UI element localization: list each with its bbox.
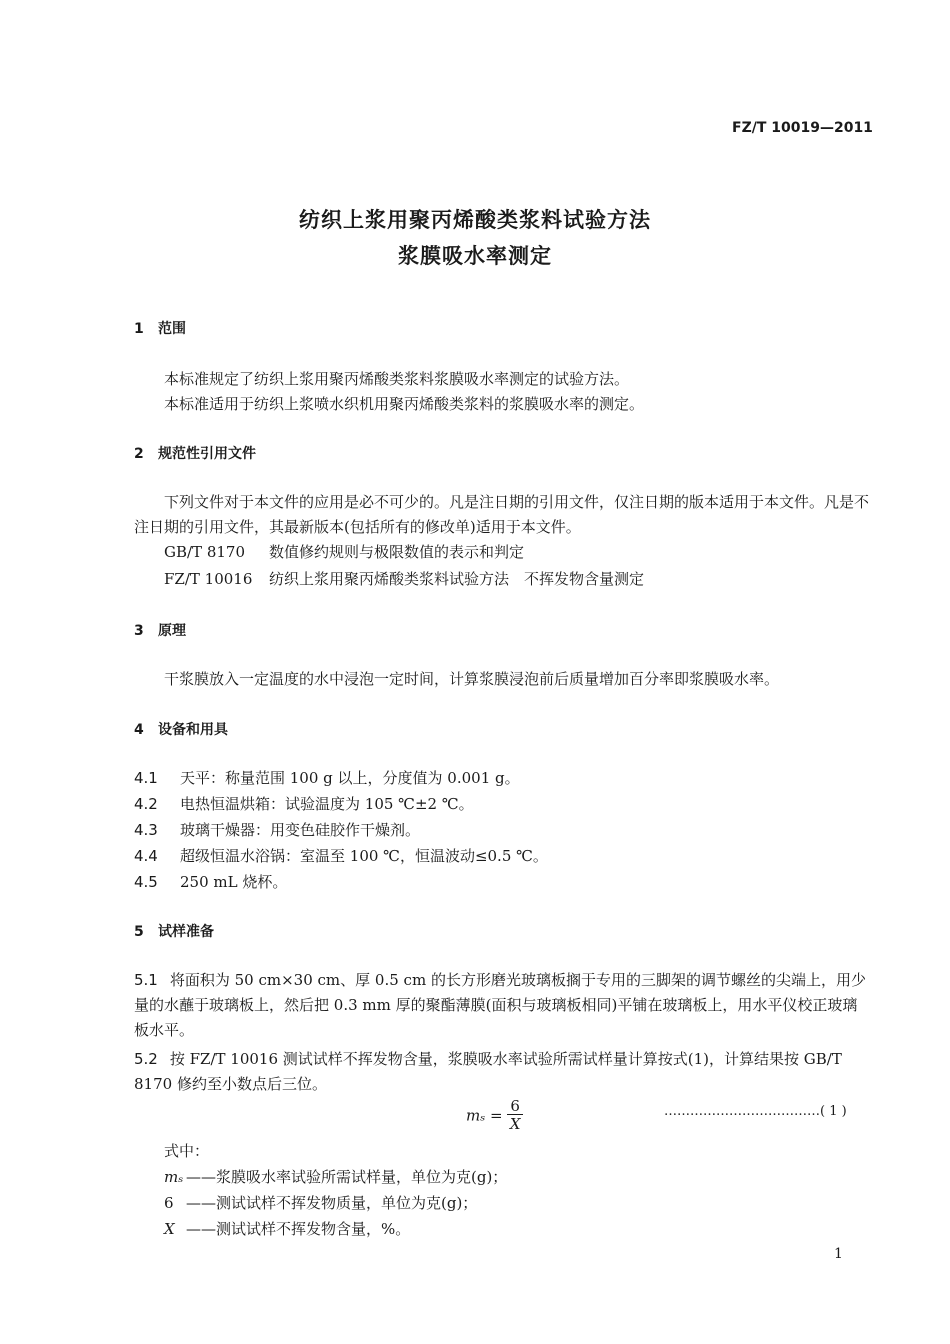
formula-number [664,1104,847,1119]
equipment-item [134,767,520,788]
item-number: 4.5 [134,873,158,891]
variable-symbol: mₛ [164,1168,184,1186]
equipment-item [134,871,287,892]
formula-leader: ……………………………… [664,1104,820,1119]
clause-5-2 [134,1047,870,1097]
section-1-paragraph-1: 本标准规定了纺织上浆用聚丙烯酸类浆料浆膜吸水率测定的试验方法。 [164,370,630,388]
item-number: 4.1 [134,769,158,787]
formula-numerator: 6 [507,1098,523,1115]
formula-fraction [507,1098,523,1133]
item-text: 250 mL 烧杯。 [180,873,288,891]
reference-title: 数值修约规则与极限数值的表示和判定 [269,543,525,561]
reference-code: GB/T 8170 [164,543,246,561]
variable-description: ——浆膜吸水率试验所需试样量，单位为克(g)； [186,1168,508,1186]
formula-label: ( 1 ) [820,1104,847,1119]
formula-denominator: X [509,1115,521,1133]
variable-symbol: X [164,1220,175,1238]
page-number: 1 [834,1246,843,1262]
section-4-heading [134,719,228,739]
section-number: 5 [134,924,144,940]
standard-code: FZ/T 10019—2011 [732,120,873,136]
section-5-heading [134,921,214,941]
section-title: 设备和用具 [158,722,228,738]
item-text: 天平：称量范围 100 g 以上，分度值为 0.001 g。 [180,769,520,787]
clause-5-1 [134,968,870,1043]
section-2-heading [134,443,256,463]
normative-reference [164,568,644,589]
page-title-line1: 纺织上浆用聚丙烯酸类浆料试验方法 [299,208,651,232]
section-3-paragraph: 干浆膜放入一定温度的水中浸泡一定时间，计算浆膜浸泡前后质量增加百分率即浆膜吸水率。 [164,670,780,688]
variable-symbol: 6 [164,1194,174,1212]
section-title: 原理 [158,623,186,639]
section-3-heading [134,620,186,640]
formula [466,1098,523,1133]
item-number: 4.3 [134,821,158,839]
formula-lhs: mₛ = [466,1106,503,1125]
item-text: 电热恒温烘箱：试验温度为 105 ℃±2 ℃。 [180,795,474,813]
reference-title: 纺织上浆用聚丙烯酸类浆料试验方法 不挥发物含量测定 [269,570,645,588]
item-number: 4.4 [134,847,158,865]
variable-definition [164,1192,477,1213]
section-1-heading [134,318,186,338]
item-text: 超级恒温水浴锅：室温至 100 ℃，恒温波动≤0.5 ℃。 [180,847,548,865]
variable-description: ——测试试样不挥发物含量，%。 [186,1220,411,1238]
section-title: 规范性引用文件 [158,446,256,462]
section-number: 4 [134,722,144,738]
section-title: 范围 [158,321,186,337]
where-label: 式中： [164,1142,210,1160]
normative-reference [164,541,524,562]
reference-code: FZ/T 10016 [164,570,253,588]
section-number: 1 [134,321,144,337]
clause-text: 将面积为 50 cm×30 cm、厚 0.5 cm 的长方形磨光玻璃板搁于专用的三脚架的调节螺丝的尖端上，用少量的水蘸于玻璃板上，然后把 0.3 mm 厚的聚酯薄膜(面积与玻璃板相同)平铺在玻璃板上，用水平仪校正玻璃板水平。 [134,971,866,1039]
clause-text: 按 FZ/T 10016 测试试样不挥发物含量，浆膜吸水率试验所需试样量计算按式(1)，计算结果按 GB/T 8170 修约至小数点后三位。 [134,1050,842,1093]
variable-description: ——测试试样不挥发物质量，单位为克(g)； [186,1194,478,1212]
page-title-line2: 浆膜吸水率测定 [398,244,552,268]
clause-number: 5.1 [134,971,158,989]
equipment-item [134,793,474,814]
section-title: 试样准备 [158,924,214,940]
clause-number: 5.2 [134,1050,158,1068]
variable-definition [164,1166,507,1187]
equipment-item [134,845,548,866]
section-2-paragraph: 下列文件对于本文件的应用是必不可少的。凡是注日期的引用文件，仅注日期的版本适用于本文件。凡是不注日期的引用文件，其最新版本(包括所有的修改单)适用于本文件。 [134,493,870,536]
section-1-paragraph-2: 本标准适用于纺织上浆喷水织机用聚丙烯酸类浆料的浆膜吸水率的测定。 [164,395,645,413]
equipment-item [134,819,420,840]
variable-definition [164,1218,410,1239]
item-number: 4.2 [134,795,158,813]
section-number: 2 [134,446,144,462]
section-number: 3 [134,623,144,639]
item-text: 玻璃干燥器：用变色硅胶作干燥剂。 [180,821,421,839]
